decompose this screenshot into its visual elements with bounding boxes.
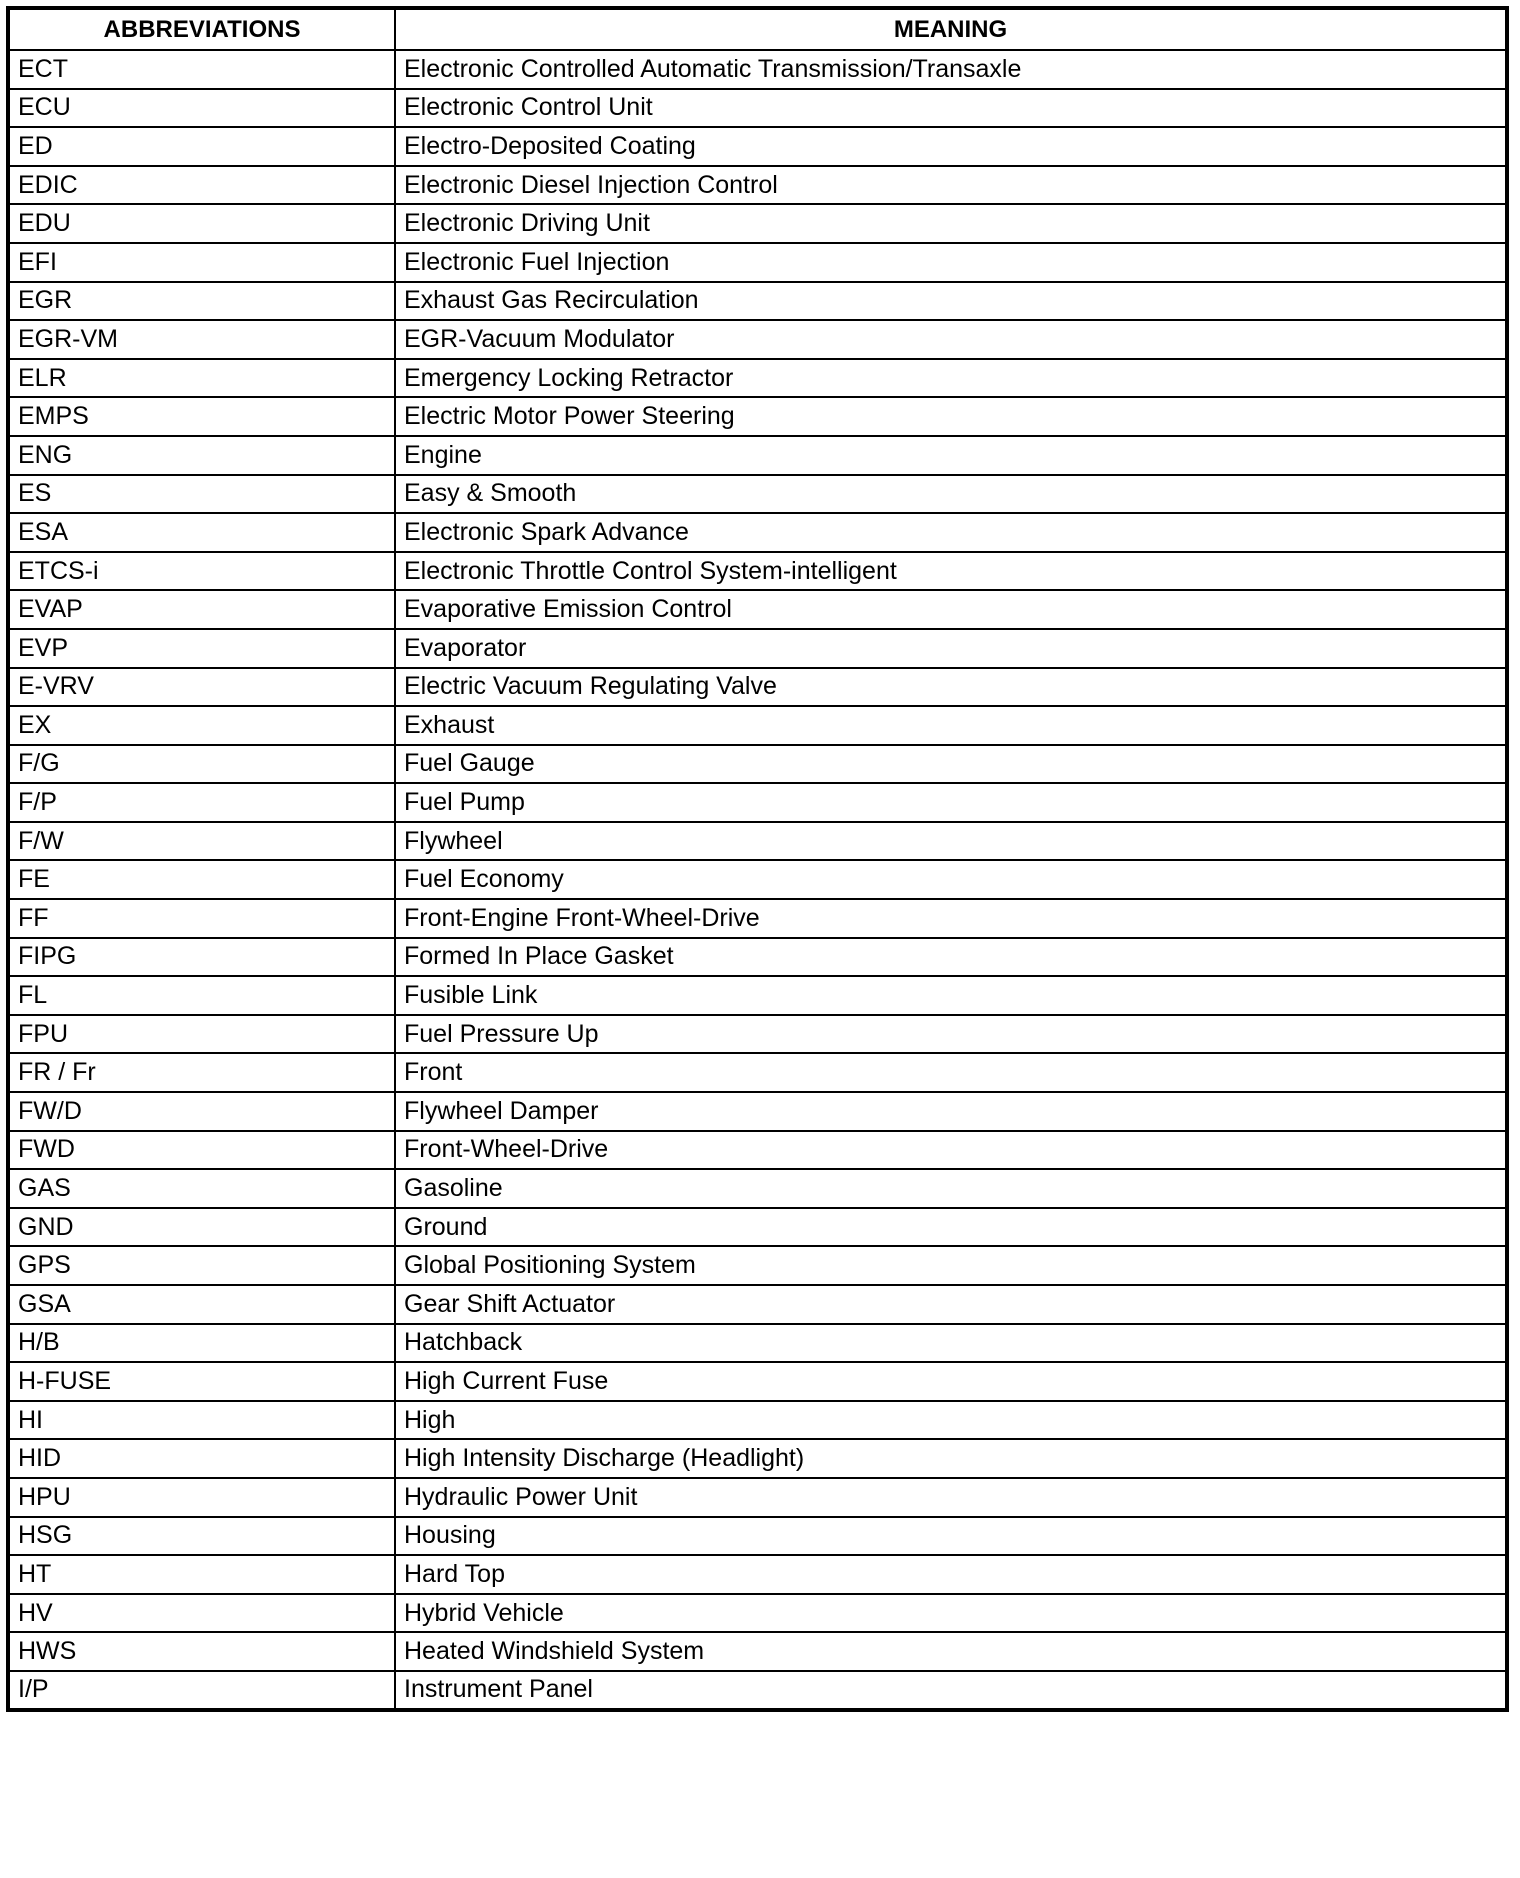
table-row xyxy=(8,783,1507,822)
abbreviation-cell: F/P xyxy=(8,783,395,822)
meaning-cell: EGR-Vacuum Modulator xyxy=(395,320,1507,359)
abbreviation-cell: ETCS-i xyxy=(8,552,395,591)
meaning-cell: Electronic Throttle Control System-intelligent xyxy=(395,552,1507,591)
abbreviation-cell: GSA xyxy=(8,1285,395,1324)
abbreviation-cell: F/G xyxy=(8,745,395,784)
meaning-cell: Fuel Economy xyxy=(395,860,1507,899)
meaning-cell: Electro-Deposited Coating xyxy=(395,127,1507,166)
meaning-cell: Hard Top xyxy=(395,1555,1507,1594)
table-row xyxy=(8,1439,1507,1478)
meaning-cell: Flywheel Damper xyxy=(395,1092,1507,1131)
table-row xyxy=(8,1208,1507,1247)
abbreviation-cell: FR / Fr xyxy=(8,1053,395,1092)
table-row xyxy=(8,1131,1507,1170)
abbreviation-cell: EGR-VM xyxy=(8,320,395,359)
abbreviation-cell: HI xyxy=(8,1401,395,1440)
table-row xyxy=(8,1555,1507,1594)
meaning-cell: Exhaust xyxy=(395,706,1507,745)
meaning-cell: Evaporator xyxy=(395,629,1507,668)
meaning-cell: Instrument Panel xyxy=(395,1671,1507,1710)
meaning-cell: Global Positioning System xyxy=(395,1246,1507,1285)
table-row xyxy=(8,1594,1507,1633)
meaning-cell: High Current Fuse xyxy=(395,1362,1507,1401)
meaning-cell: Easy & Smooth xyxy=(395,475,1507,514)
abbreviation-cell: EMPS xyxy=(8,397,395,436)
meaning-cell: Hydraulic Power Unit xyxy=(395,1478,1507,1517)
table-row xyxy=(8,976,1507,1015)
table-row xyxy=(8,475,1507,514)
abbreviation-cell: HWS xyxy=(8,1632,395,1671)
abbreviation-cell: FIPG xyxy=(8,938,395,977)
meaning-cell: Fuel Pump xyxy=(395,783,1507,822)
abbreviation-cell: ES xyxy=(8,475,395,514)
meaning-cell: Fusible Link xyxy=(395,976,1507,1015)
meaning-cell: Engine xyxy=(395,436,1507,475)
meaning-cell: Electronic Spark Advance xyxy=(395,513,1507,552)
abbreviation-cell: ECU xyxy=(8,89,395,128)
meaning-cell: Exhaust Gas Recirculation xyxy=(395,282,1507,321)
abbreviation-cell: FE xyxy=(8,860,395,899)
table-row xyxy=(8,629,1507,668)
meaning-cell: Front-Wheel-Drive xyxy=(395,1131,1507,1170)
table-row xyxy=(8,590,1507,629)
table-row xyxy=(8,1517,1507,1556)
table-row xyxy=(8,1632,1507,1671)
abbreviation-cell: HV xyxy=(8,1594,395,1633)
meaning-cell: Electronic Diesel Injection Control xyxy=(395,166,1507,205)
abbreviation-cell: H/B xyxy=(8,1324,395,1363)
abbreviation-cell: EDU xyxy=(8,204,395,243)
table-row xyxy=(8,1015,1507,1054)
abbreviation-cell: FL xyxy=(8,976,395,1015)
table-body xyxy=(8,50,1507,1710)
abbreviation-cell: EVP xyxy=(8,629,395,668)
abbreviation-cell: ECT xyxy=(8,50,395,89)
meaning-cell: Flywheel xyxy=(395,822,1507,861)
abbreviation-cell: GPS xyxy=(8,1246,395,1285)
table-row xyxy=(8,1324,1507,1363)
abbreviation-cell: EDIC xyxy=(8,166,395,205)
meaning-cell: Hatchback xyxy=(395,1324,1507,1363)
table-row xyxy=(8,938,1507,977)
abbreviation-cell: ELR xyxy=(8,359,395,398)
table-row xyxy=(8,1401,1507,1440)
abbreviation-cell: FPU xyxy=(8,1015,395,1054)
table-row xyxy=(8,166,1507,205)
table-row xyxy=(8,359,1507,398)
table-row xyxy=(8,513,1507,552)
abbreviation-cell: E-VRV xyxy=(8,668,395,707)
table-row xyxy=(8,1671,1507,1710)
table-row xyxy=(8,1092,1507,1131)
abbreviation-cell: ESA xyxy=(8,513,395,552)
table-row xyxy=(8,668,1507,707)
abbreviation-cell: HPU xyxy=(8,1478,395,1517)
abbreviation-cell: GAS xyxy=(8,1169,395,1208)
table-row xyxy=(8,899,1507,938)
table-row xyxy=(8,243,1507,282)
meaning-cell: Formed In Place Gasket xyxy=(395,938,1507,977)
table-row xyxy=(8,1285,1507,1324)
table-row xyxy=(8,1478,1507,1517)
table-row xyxy=(8,89,1507,128)
meaning-cell: Electric Motor Power Steering xyxy=(395,397,1507,436)
abbreviation-cell: HT xyxy=(8,1555,395,1594)
meaning-cell: Evaporative Emission Control xyxy=(395,590,1507,629)
table-row xyxy=(8,1169,1507,1208)
meaning-cell: Gasoline xyxy=(395,1169,1507,1208)
abbreviation-cell: EX xyxy=(8,706,395,745)
meaning-cell: Electronic Driving Unit xyxy=(395,204,1507,243)
table-row xyxy=(8,552,1507,591)
abbreviations-table-container xyxy=(6,6,1509,1712)
table-row xyxy=(8,1053,1507,1092)
abbreviation-cell: F/W xyxy=(8,822,395,861)
table-row xyxy=(8,397,1507,436)
table-row xyxy=(8,282,1507,321)
abbreviation-cell: H-FUSE xyxy=(8,1362,395,1401)
table-row xyxy=(8,706,1507,745)
abbreviation-cell: ED xyxy=(8,127,395,166)
meaning-cell: Fuel Gauge xyxy=(395,745,1507,784)
abbreviation-cell: FF xyxy=(8,899,395,938)
table-row xyxy=(8,1246,1507,1285)
column-header-meaning: MEANING xyxy=(395,8,1507,50)
meaning-cell: Electric Vacuum Regulating Valve xyxy=(395,668,1507,707)
column-header-abbreviations: ABBREVIATIONS xyxy=(8,8,395,50)
table-row xyxy=(8,50,1507,89)
meaning-cell: Emergency Locking Retractor xyxy=(395,359,1507,398)
table-row xyxy=(8,860,1507,899)
meaning-cell: Electronic Control Unit xyxy=(395,89,1507,128)
meaning-cell: Ground xyxy=(395,1208,1507,1247)
table-row xyxy=(8,436,1507,475)
meaning-cell: Gear Shift Actuator xyxy=(395,1285,1507,1324)
abbreviation-cell: ENG xyxy=(8,436,395,475)
table-row xyxy=(8,204,1507,243)
meaning-cell: High Intensity Discharge (Headlight) xyxy=(395,1439,1507,1478)
abbreviation-cell: EVAP xyxy=(8,590,395,629)
table-row xyxy=(8,1362,1507,1401)
meaning-cell: High xyxy=(395,1401,1507,1440)
abbreviation-cell: EFI xyxy=(8,243,395,282)
meaning-cell: Heated Windshield System xyxy=(395,1632,1507,1671)
table-header-row xyxy=(8,8,1507,50)
table-row xyxy=(8,127,1507,166)
meaning-cell: Hybrid Vehicle xyxy=(395,1594,1507,1633)
meaning-cell: Electronic Fuel Injection xyxy=(395,243,1507,282)
abbreviation-cell: FW/D xyxy=(8,1092,395,1131)
table-row xyxy=(8,822,1507,861)
table-row xyxy=(8,745,1507,784)
meaning-cell: Housing xyxy=(395,1517,1507,1556)
abbreviation-cell: GND xyxy=(8,1208,395,1247)
meaning-cell: Electronic Controlled Automatic Transmission/Transaxle xyxy=(395,50,1507,89)
abbreviation-cell: EGR xyxy=(8,282,395,321)
meaning-cell: Front xyxy=(395,1053,1507,1092)
meaning-cell: Fuel Pressure Up xyxy=(395,1015,1507,1054)
abbreviations-table xyxy=(6,6,1509,1712)
abbreviation-cell: HID xyxy=(8,1439,395,1478)
abbreviation-cell: FWD xyxy=(8,1131,395,1170)
table-row xyxy=(8,320,1507,359)
meaning-cell: Front-Engine Front-Wheel-Drive xyxy=(395,899,1507,938)
abbreviation-cell: HSG xyxy=(8,1517,395,1556)
abbreviation-cell: I/P xyxy=(8,1671,395,1710)
